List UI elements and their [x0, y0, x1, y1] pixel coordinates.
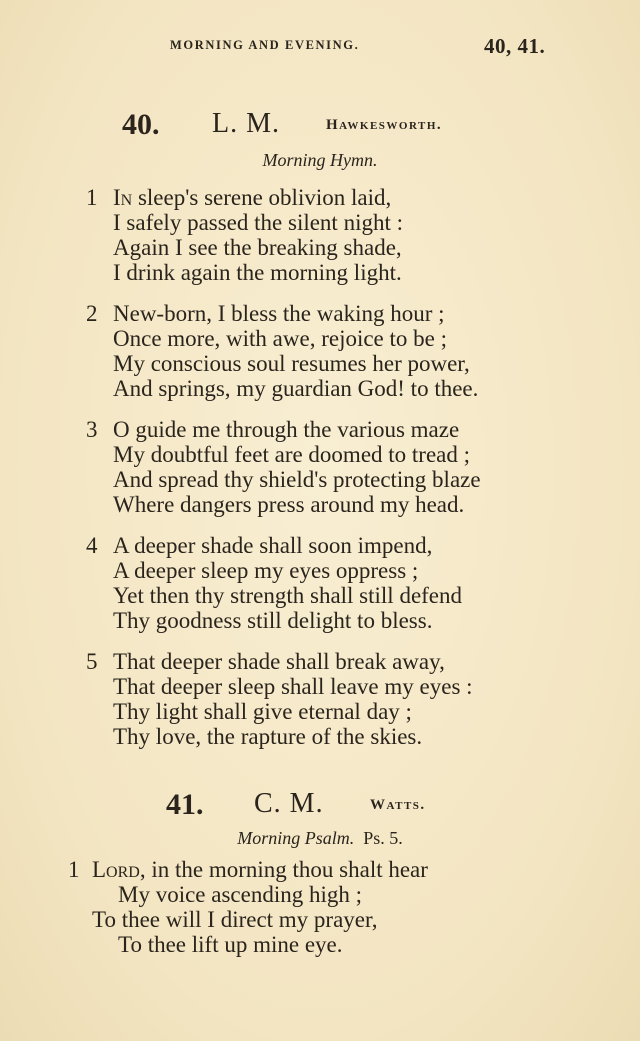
- hymn-meter: L. M.: [212, 108, 280, 139]
- verse-line: My voice ascending high ;: [118, 882, 363, 907]
- hymn-subtitle: Morning Psalm. Ps. 5.: [237, 828, 403, 848]
- verse-line: I drink again the morning light.: [113, 260, 402, 285]
- verse-line: My doubtful feet are doomed to tread ;: [113, 442, 471, 467]
- verse-line: Lord, in the morning thou shalt hear: [92, 857, 428, 882]
- hymn-header: [0, 788, 640, 822]
- page-numbers: 40, 41.: [484, 34, 546, 58]
- running-head: [0, 34, 640, 58]
- verse-line: Where dangers press around my head.: [113, 492, 465, 517]
- hymn-subtitle: Morning Hymn.: [262, 150, 378, 170]
- verse-line: Again I see the breaking shade,: [113, 235, 402, 260]
- verse-line: Yet then thy strength shall still defend: [113, 583, 463, 608]
- verse-line: Once more, with awe, rejoice to be ;: [113, 326, 448, 351]
- hymn-header: [0, 108, 640, 142]
- stanza-number: 5: [86, 649, 98, 674]
- verse-line: To thee will I direct my prayer,: [92, 907, 378, 932]
- hymn-author: Watts.: [370, 797, 426, 813]
- verse-line: I safely passed the silent night :: [113, 210, 403, 235]
- verse-line: My conscious soul resumes her power,: [113, 351, 470, 376]
- verse-line: A deeper shade shall soon impend,: [113, 533, 433, 558]
- stanza-number: 3: [86, 417, 98, 442]
- verse-line: Thy goodness still delight to bless.: [113, 608, 433, 633]
- hymn-number: 40.: [122, 108, 160, 141]
- verse-line: A deeper sleep my eyes oppress ;: [113, 558, 419, 583]
- running-title: MORNING AND EVENING.: [170, 38, 360, 52]
- stanza-number: 1: [68, 857, 80, 882]
- stanza-number: 1: [86, 185, 98, 210]
- hymn-author: Hawkesworth.: [326, 117, 443, 133]
- hymn-meter: C. M.: [254, 788, 324, 819]
- verse-line: O guide me through the various maze: [113, 417, 460, 442]
- stanza-number: 4: [86, 533, 98, 558]
- stanza-number: 2: [86, 301, 98, 326]
- verse-line: Thy light shall give eternal day ;: [113, 699, 412, 724]
- verse-line: To thee lift up mine eye.: [118, 932, 343, 957]
- hymn-number: 41.: [166, 788, 204, 821]
- verse-line: And spread thy shield's protecting blaze: [113, 467, 481, 492]
- verse-line: And springs, my guardian God! to thee.: [113, 376, 479, 401]
- verse-line: That deeper shade shall break away,: [113, 649, 445, 674]
- verse-line: That deeper sleep shall leave my eyes :: [113, 674, 473, 699]
- verse-line: In sleep's serene oblivion laid,: [113, 185, 392, 210]
- verse-line: Thy love, the rapture of the skies.: [113, 724, 423, 749]
- scripture-reference: Ps. 5.: [363, 828, 403, 848]
- verse-line: New-born, I bless the waking hour ;: [113, 301, 445, 326]
